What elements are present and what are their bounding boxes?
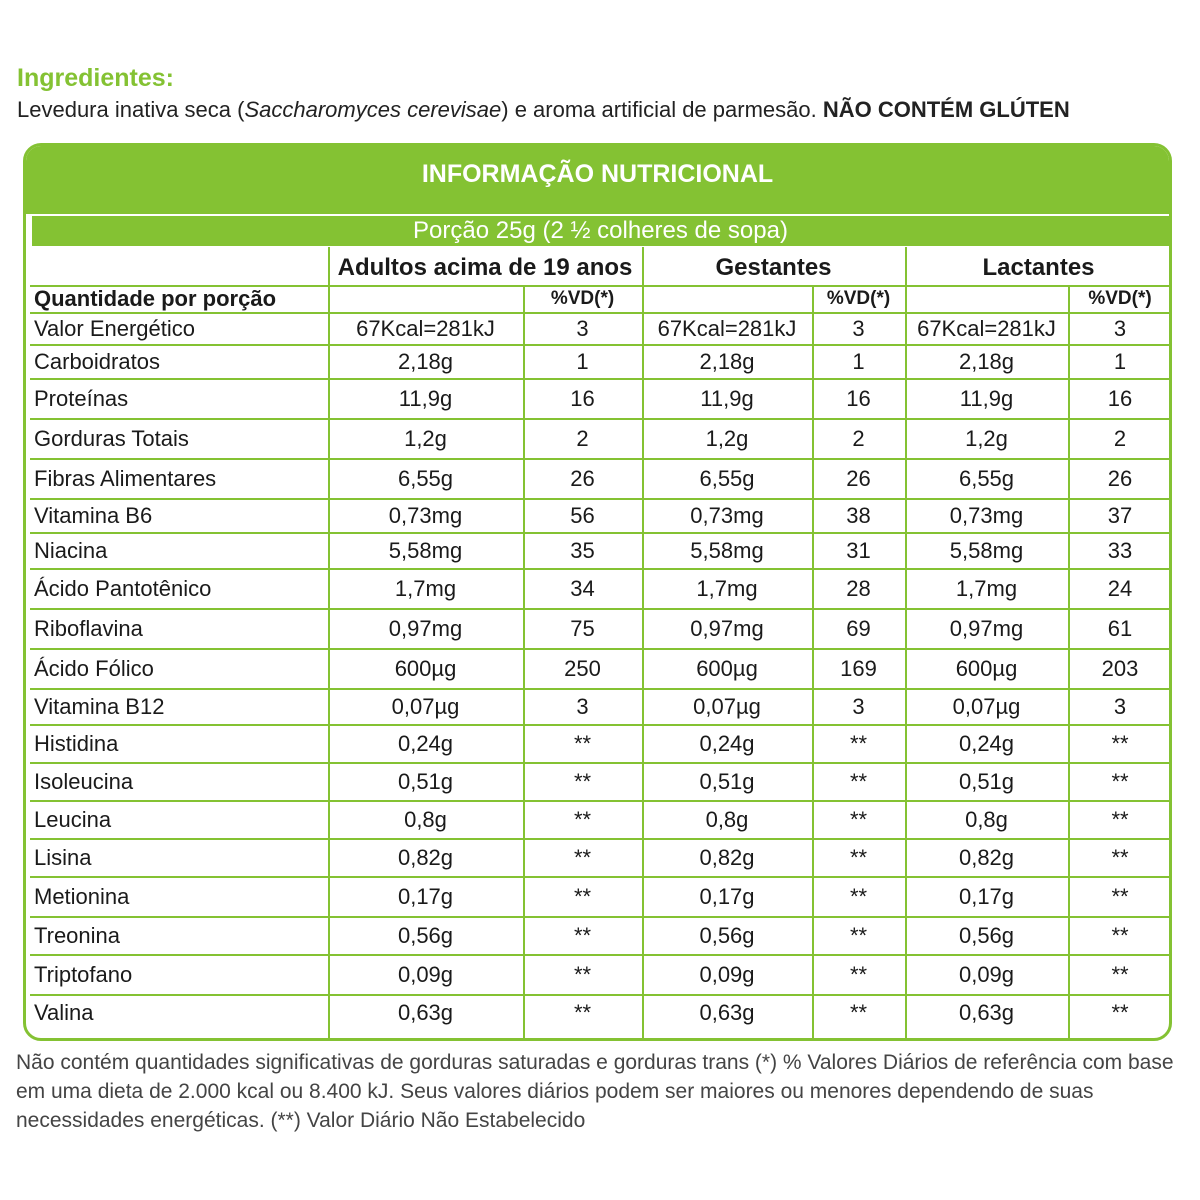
nutrient-value: ** — [573, 884, 592, 909]
nutrient-value: 31 — [846, 538, 871, 563]
nutrient-value: 1,2g — [404, 426, 447, 451]
nutrient-value: 250 — [564, 656, 601, 681]
nutrient-name: Histidina — [34, 731, 119, 756]
nutrient-value: 35 — [570, 538, 595, 563]
nutrient-value: 34 — [570, 576, 595, 601]
nutrient-value: ** — [1111, 884, 1129, 909]
nutrient-value: 6,55g — [397, 466, 454, 491]
ingredients-text-end: ) e aroma artificial de parmesão. — [501, 97, 823, 122]
nutrient-value: 24 — [1107, 576, 1133, 601]
nutrient-value: 6,55g — [958, 466, 1015, 491]
row-divider — [30, 994, 1169, 996]
vd-header: %VD(*) — [550, 288, 615, 309]
nutrient-name: Vitamina B6 — [34, 503, 153, 528]
nutrient-value: ** — [573, 731, 592, 756]
row-divider — [30, 378, 1169, 380]
nutrient-value: 6,55g — [699, 466, 755, 491]
nutrient-value: 600µg — [696, 656, 758, 681]
nutrient-value: 0,63g — [958, 1000, 1015, 1025]
nutrient-value: 1,2g — [705, 426, 749, 451]
nutrient-value: 169 — [840, 656, 877, 681]
row-divider — [30, 312, 1169, 314]
vd-header: %VD(*) — [1088, 288, 1152, 309]
nutrient-value: 11,9g — [959, 386, 1014, 411]
row-divider — [30, 954, 1169, 956]
nutrient-value: 3 — [1113, 316, 1127, 341]
nutrient-value: 0,07µg — [952, 694, 1021, 719]
nutrient-value: 0,07µg — [693, 694, 761, 719]
nutrient-name: Lisina — [34, 845, 92, 870]
portion-bar: Porção 25g (2 ½ colheres de sopa) — [32, 216, 1169, 246]
nutrient-name: Carboidratos — [34, 349, 160, 374]
nutrient-value: 1 — [576, 349, 589, 374]
row-divider — [30, 458, 1169, 460]
nutrient-value: 3 — [1113, 694, 1127, 719]
group-header: Lactantes — [982, 254, 1095, 281]
nutrient-value: 75 — [570, 616, 595, 641]
group-header: Adultos acima de 19 anos — [337, 254, 633, 281]
nutrient-name: Valina — [34, 1000, 94, 1025]
nutrient-value: ** — [573, 807, 592, 832]
nutrient-value: 0,09g — [699, 962, 755, 987]
ingredients-text-start: Levedura inativa seca ( — [17, 97, 245, 122]
nutrient-name: Ácido Fólico — [34, 656, 154, 681]
row-divider — [30, 418, 1169, 420]
nutrient-value: 67Kcal=281kJ — [356, 316, 495, 341]
quantity-label: Quantidade por porção — [34, 286, 277, 311]
nutrient-value: 1,7mg — [696, 576, 758, 601]
nutrient-value: ** — [1111, 731, 1129, 756]
nutrient-value: 0,8g — [965, 807, 1008, 832]
nutrient-name: Leucina — [34, 807, 112, 832]
nutrient-value: 0,17g — [397, 884, 454, 909]
nutrient-value: 28 — [846, 576, 871, 601]
nutrient-value: 0,07µg — [391, 694, 460, 719]
nutrient-value: 11,9g — [700, 386, 754, 411]
nutrient-value: 0,56g — [958, 923, 1015, 948]
ingredients-text — [17, 97, 1070, 123]
nutrient-value: 0,8g — [705, 807, 749, 832]
nutrient-value: 2,18g — [699, 349, 755, 374]
nutrient-value: 11,9g — [398, 386, 453, 411]
nutrient-value: 0,73mg — [949, 503, 1024, 528]
nutrient-name: Valor Energético — [34, 316, 196, 341]
nutrient-value: 1 — [1113, 349, 1127, 374]
nutrient-value: 0,97mg — [690, 616, 764, 641]
nutrient-value: 0,97mg — [388, 616, 463, 641]
nutrient-value: 0,63g — [699, 1000, 755, 1025]
nutrient-value: 0,09g — [397, 962, 454, 987]
nutrient-value: ** — [1111, 807, 1129, 832]
nutrient-value: 16 — [1107, 386, 1133, 411]
nutrient-value: 2 — [1113, 426, 1127, 451]
nutrient-value: 0,51g — [699, 769, 755, 794]
nutrient-value: 61 — [1107, 616, 1133, 641]
nutrient-value: 2 — [576, 426, 589, 451]
nutrient-value: 3 — [852, 316, 865, 341]
nutrient-value: 0,51g — [397, 769, 454, 794]
gluten-warning: NÃO CONTÉM GLÚTEN — [822, 97, 1070, 122]
nutrient-value: ** — [849, 807, 868, 832]
nutrient-value: 0,56g — [699, 923, 755, 948]
nutrient-name: Gorduras Totais — [34, 426, 189, 451]
nutrient-value: 37 — [1107, 503, 1133, 528]
nutrient-value: 16 — [570, 386, 595, 411]
nutrient-value: 600µg — [394, 656, 457, 681]
nutrient-value: 600µg — [955, 656, 1018, 681]
nutrient-value: ** — [849, 923, 868, 948]
nutrient-value: 0,97mg — [949, 616, 1024, 641]
group-header: Gestantes — [715, 254, 832, 281]
nutrient-value: 67Kcal=281kJ — [917, 316, 1056, 341]
row-divider — [30, 648, 1169, 650]
nutrient-value: 0,63g — [397, 1000, 454, 1025]
nutrient-value: 26 — [846, 466, 871, 491]
row-divider — [30, 800, 1169, 802]
nutrient-value: 1,7mg — [955, 576, 1018, 601]
nutrient-name: Metionina — [34, 884, 130, 909]
nutrient-value: ** — [849, 1000, 868, 1025]
nutrient-value: 3 — [576, 316, 589, 341]
nutrient-name: Ácido Pantotênico — [34, 576, 212, 601]
nutrient-value: 0,73mg — [690, 503, 764, 528]
row-divider — [30, 532, 1169, 534]
nutrient-value: 33 — [1107, 538, 1133, 563]
nutrient-value: ** — [573, 769, 592, 794]
nutrient-value: 26 — [1107, 466, 1133, 491]
nutrient-value: 3 — [852, 694, 865, 719]
nutrient-value: 38 — [846, 503, 871, 528]
nutrient-value: 5,58mg — [388, 538, 463, 563]
nutrient-value: ** — [1111, 962, 1129, 987]
ingredients-title: Ingredientes: — [17, 64, 174, 92]
nutrient-value: ** — [573, 962, 592, 987]
nutrient-name: Isoleucina — [34, 769, 134, 794]
nutrient-value: 3 — [576, 694, 589, 719]
nutrient-value: 5,58mg — [949, 538, 1024, 563]
nutrient-value: ** — [573, 923, 592, 948]
row-divider — [30, 608, 1169, 610]
nutrition-table — [23, 143, 1172, 1041]
nutrient-value: 5,58mg — [690, 538, 764, 563]
row-divider — [30, 724, 1169, 726]
nutrient-value: 0,73mg — [388, 503, 463, 528]
nutrient-value: 0,82g — [397, 845, 454, 870]
nutrient-value: 1,2g — [965, 426, 1008, 451]
row-divider — [30, 876, 1169, 878]
nutrient-value: 0,8g — [404, 807, 447, 832]
nutrient-value: 0,24g — [699, 731, 755, 756]
footnote: Não contém quantidades significativas de gorduras saturadas e gorduras trans (*) % Valores Diários de referência com base em uma dieta de 2.000 kcal ou 8.400 kJ. Seus valores diários podem ser maiores ou menores dependendo de suas necessidades energéticas. (**) Valor Diário Não Estabelecido — [16, 1051, 1174, 1132]
nutrient-value: ** — [573, 1000, 592, 1025]
nutrient-value: 0,82g — [699, 845, 755, 870]
table-title: INFORMAÇÃO NUTRICIONAL — [421, 160, 774, 188]
nutrient-value: 0,82g — [958, 845, 1015, 870]
nutrient-value: ** — [849, 845, 868, 870]
nutrient-value: 0,17g — [699, 884, 755, 909]
nutrient-value: 0,24g — [958, 731, 1015, 756]
nutrient-value: 1,7mg — [394, 576, 457, 601]
nutrient-name: Fibras Alimentares — [34, 466, 217, 491]
nutrient-name: Treonina — [34, 923, 121, 948]
row-divider — [30, 498, 1169, 500]
nutrient-value: 0,56g — [397, 923, 454, 948]
nutrient-value: 2,18g — [397, 349, 454, 374]
nutrient-value: ** — [573, 845, 592, 870]
nutrient-value: 67Kcal=281kJ — [657, 316, 797, 341]
nutrient-value: ** — [1111, 769, 1129, 794]
nutrient-value: 2 — [852, 426, 865, 451]
nutrient-value: 0,51g — [958, 769, 1015, 794]
nutrient-name: Riboflavina — [34, 616, 143, 641]
nutrient-value: 26 — [570, 466, 595, 491]
nutrient-name: Proteínas — [34, 386, 129, 411]
nutrient-value: ** — [1111, 1000, 1129, 1025]
nutrient-value: ** — [849, 962, 868, 987]
row-divider — [30, 344, 1169, 346]
nutrient-value: ** — [849, 769, 868, 794]
row-divider — [30, 688, 1169, 690]
row-divider — [30, 916, 1169, 918]
vd-header: %VD(*) — [826, 288, 891, 309]
nutrient-value: 16 — [846, 386, 871, 411]
nutrient-value: ** — [1111, 923, 1129, 948]
nutrient-name: Niacina — [34, 538, 108, 563]
nutrient-name: Triptofano — [34, 962, 133, 987]
ingredients-species: Saccharomyces cerevisae — [244, 97, 502, 122]
nutrient-value: 1 — [852, 349, 865, 374]
row-divider — [30, 762, 1169, 764]
nutrient-value: ** — [849, 731, 868, 756]
nutrient-value: 203 — [1101, 656, 1139, 681]
nutrient-name: Vitamina B12 — [34, 694, 165, 719]
nutrient-value: 0,24g — [397, 731, 454, 756]
nutrient-value: ** — [849, 884, 868, 909]
nutrient-value: ** — [1111, 845, 1129, 870]
table-grid — [26, 146, 1169, 1038]
nutrient-value: 2,18g — [958, 349, 1015, 374]
row-divider — [30, 838, 1169, 840]
nutrient-value: 56 — [570, 503, 595, 528]
row-divider — [30, 568, 1169, 570]
nutrient-value: 0,09g — [958, 962, 1015, 987]
nutrient-value: 69 — [846, 616, 871, 641]
nutrient-value: 0,17g — [958, 884, 1015, 909]
